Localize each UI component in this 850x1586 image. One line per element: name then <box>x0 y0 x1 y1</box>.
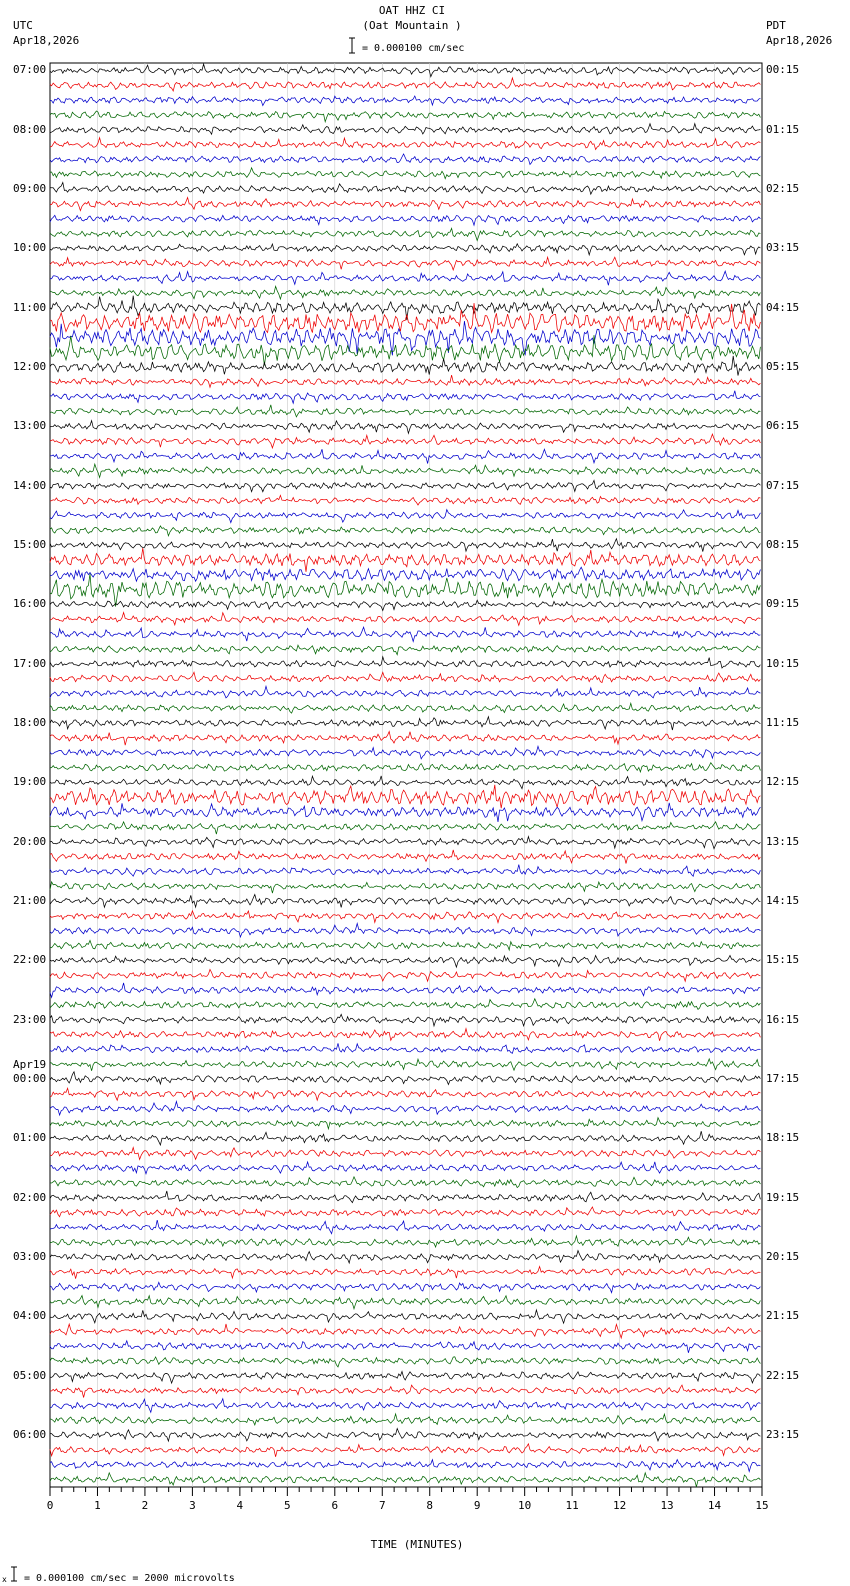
left-hour-label: 08:00 <box>13 122 47 136</box>
left-hour-label: 11:00 <box>13 300 47 314</box>
seismic-trace <box>50 686 760 698</box>
seismic-trace <box>50 154 760 165</box>
seismic-trace <box>50 375 760 387</box>
seismic-trace <box>50 822 760 834</box>
left-hour-label: 07:00 <box>13 63 47 77</box>
seismic-trace <box>50 600 760 610</box>
seismic-trace <box>50 1296 760 1309</box>
right-hour-label: 13:15 <box>766 834 800 848</box>
x-tick-label: 5 <box>284 1499 291 1512</box>
scale-text: = 0.000100 cm/sec <box>362 43 465 54</box>
right-hour-label: 18:15 <box>766 1131 800 1145</box>
left-hour-label: 12:00 <box>13 360 47 374</box>
left-hour-label: 02:00 <box>13 1190 47 1204</box>
left-hour-label: 18:00 <box>13 716 47 730</box>
right-hour-label: 06:15 <box>766 419 800 433</box>
seismic-trace <box>50 717 760 730</box>
left-hour-label: 01:00 <box>13 1131 47 1145</box>
seismic-trace <box>50 1043 760 1053</box>
seismic-trace <box>50 1102 760 1116</box>
seismic-trace <box>50 882 760 893</box>
right-hour-label: 03:15 <box>766 241 800 255</box>
left-hour-label: 22:00 <box>13 953 47 967</box>
seismic-trace <box>50 1429 760 1442</box>
right-hour-label: 11:15 <box>766 716 800 730</box>
seismic-trace <box>50 940 760 950</box>
seismic-trace <box>50 924 760 938</box>
left-hour-label: 00:00 <box>13 1072 47 1086</box>
right-hour-label: 21:15 <box>766 1309 800 1323</box>
seismic-trace <box>50 64 760 77</box>
x-tick-label: 15 <box>755 1499 769 1512</box>
seismic-trace <box>50 956 760 968</box>
seismic-trace <box>50 1460 760 1472</box>
seismic-trace <box>50 970 760 982</box>
seismic-trace <box>50 1310 760 1323</box>
x-tick-label: 11 <box>565 1499 579 1512</box>
seismic-trace <box>50 657 760 668</box>
left-hour-label: 23:00 <box>13 1012 47 1026</box>
seismic-trace <box>50 1414 760 1425</box>
seismic-trace <box>50 526 760 536</box>
seismic-trace <box>50 1444 760 1457</box>
seismic-trace <box>50 480 760 491</box>
seismic-trace <box>50 1236 760 1247</box>
seismic-trace <box>50 1267 760 1279</box>
seismic-trace <box>50 228 760 240</box>
seismic-trace <box>50 645 760 655</box>
right-timezone: PDT <box>766 19 786 32</box>
seismic-trace <box>50 1220 760 1234</box>
seismic-trace <box>50 776 760 789</box>
right-hour-label: 14:15 <box>766 894 800 908</box>
seismic-trace <box>50 785 760 808</box>
left-timezone: UTC <box>13 19 33 32</box>
left-date: Apr18,2026 <box>13 34 80 47</box>
seismic-trace <box>50 983 760 998</box>
seismic-trace <box>50 124 760 135</box>
seismic-trace <box>50 574 760 607</box>
seismic-trace <box>50 1324 760 1338</box>
left-hour-label: 13:00 <box>13 419 47 433</box>
seismic-trace <box>50 1473 760 1487</box>
right-hour-label: 07:15 <box>766 478 800 492</box>
right-date: Apr18,2026 <box>766 34 833 47</box>
right-hour-label: 09:15 <box>766 597 800 611</box>
x-axis <box>47 1487 769 1512</box>
left-hour-label: 05:00 <box>13 1368 47 1382</box>
seismic-trace <box>50 198 760 211</box>
left-date-label: Apr19 <box>13 1058 47 1072</box>
x-tick-label: 2 <box>141 1499 149 1512</box>
seismic-trace <box>50 539 760 552</box>
left-hour-label: 06:00 <box>13 1428 47 1442</box>
footer-scale-note: = 0.000100 cm/sec = 2000 microvolts <box>24 1573 235 1584</box>
right-hour-label: 23:15 <box>766 1428 800 1442</box>
seismic-trace <box>50 1162 760 1174</box>
right-hour-label: 04:15 <box>766 300 800 314</box>
seismic-trace <box>50 1385 760 1397</box>
seismic-trace <box>50 763 760 772</box>
right-hour-label: 17:15 <box>766 1072 800 1086</box>
seismic-trace <box>50 703 760 713</box>
x-tick-label: 0 <box>46 1499 54 1512</box>
seismic-trace <box>50 183 760 195</box>
right-hour-label: 10:15 <box>766 656 800 670</box>
x-axis-label: TIME (MINUTES) <box>370 1538 464 1551</box>
seismic-trace <box>50 286 760 299</box>
x-tick-label: 3 <box>189 1499 196 1512</box>
right-hour-label: 08:15 <box>766 538 800 552</box>
seismic-trace <box>50 138 760 150</box>
seismic-trace <box>50 850 760 864</box>
seismic-trace <box>50 1088 760 1100</box>
seismic-trace <box>50 1148 760 1160</box>
seismic-trace <box>50 495 760 505</box>
seismic-trace <box>50 911 760 923</box>
x-tick-label: 9 <box>473 1499 481 1512</box>
right-hour-label: 01:15 <box>766 122 800 136</box>
right-hour-label: 12:15 <box>766 775 800 789</box>
left-hour-label: 10:00 <box>13 241 47 255</box>
seismic-trace <box>50 449 760 463</box>
seismic-trace <box>50 1251 760 1263</box>
seismic-trace <box>50 1207 760 1217</box>
left-hour-label: 15:00 <box>13 538 47 552</box>
x-tick-label: 1 <box>94 1499 101 1512</box>
left-hour-label: 17:00 <box>13 656 47 670</box>
seismic-trace <box>50 1357 760 1367</box>
seismic-trace <box>50 1072 760 1085</box>
seismic-trace <box>50 999 760 1010</box>
seismic-trace <box>50 434 760 448</box>
left-hour-label: 21:00 <box>13 894 47 908</box>
x-tick-label: 8 <box>426 1499 434 1512</box>
x-tick-label: 6 <box>331 1499 339 1512</box>
seismic-trace <box>50 865 760 877</box>
right-hour-label: 15:15 <box>766 953 800 967</box>
left-hour-label: 03:00 <box>13 1250 47 1264</box>
seismic-trace <box>50 111 760 122</box>
seismic-trace <box>50 613 760 626</box>
left-hour-label: 04:00 <box>13 1309 47 1323</box>
station-title: OAT HHZ CI <box>378 4 446 17</box>
seismic-trace <box>50 356 760 376</box>
right-hour-label: 20:15 <box>766 1250 800 1264</box>
seismic-trace <box>50 732 760 746</box>
station-location: (Oat Mountain ) <box>362 19 462 32</box>
seismic-trace <box>50 96 760 106</box>
x-tick-label: 12 <box>612 1499 627 1512</box>
left-hour-label: 19:00 <box>13 775 47 789</box>
seismic-trace <box>50 548 760 572</box>
x-tick-label: 13 <box>660 1499 674 1512</box>
seismic-trace <box>50 1341 760 1353</box>
seismic-trace <box>50 837 760 849</box>
left-hour-label: 14:00 <box>13 478 47 492</box>
seismic-trace <box>50 391 760 404</box>
seismic-trace <box>50 1014 760 1026</box>
seismic-trace <box>50 215 760 225</box>
left-hour-label: 20:00 <box>13 834 47 848</box>
left-hour-label: 16:00 <box>13 597 47 611</box>
right-hour-label: 02:15 <box>766 182 800 196</box>
seismic-trace <box>50 746 760 759</box>
seismic-trace <box>50 168 760 179</box>
seismic-trace <box>50 1131 760 1145</box>
seismic-trace <box>50 1177 760 1188</box>
right-hour-label: 00:15 <box>766 63 800 77</box>
seismic-trace <box>50 1059 760 1071</box>
footer-mark: x <box>2 1575 7 1584</box>
seismic-trace <box>50 405 760 417</box>
x-tick-label: 4 <box>236 1499 244 1512</box>
seismic-trace <box>50 567 760 581</box>
right-hour-label: 19:15 <box>766 1190 800 1204</box>
seismic-trace <box>50 1191 760 1203</box>
footer-scale-icon <box>11 1567 17 1581</box>
seismic-trace <box>50 464 760 477</box>
seismic-trace <box>50 627 760 641</box>
seismic-trace <box>50 1029 760 1041</box>
seismic-trace <box>50 510 760 523</box>
right-hour-label: 22:15 <box>766 1368 800 1382</box>
x-tick-label: 14 <box>707 1499 722 1512</box>
seismic-trace <box>50 1118 760 1129</box>
right-hour-label: 05:15 <box>766 360 800 374</box>
seismic-trace <box>50 1282 760 1292</box>
seismic-trace <box>50 421 760 434</box>
right-hour-label: 16:15 <box>766 1012 800 1026</box>
seismic-trace <box>50 895 760 908</box>
seismic-trace <box>50 803 760 822</box>
seismic-trace <box>50 244 760 255</box>
seismic-trace <box>50 1399 760 1413</box>
x-tick-label: 7 <box>378 1499 386 1512</box>
trace-group <box>50 64 760 1487</box>
scale-bar-icon <box>349 38 355 53</box>
seismic-trace <box>50 1372 760 1384</box>
seismic-trace <box>50 672 760 682</box>
x-tick-label: 10 <box>518 1499 532 1512</box>
seismic-trace <box>50 271 760 285</box>
left-hour-label: 09:00 <box>13 182 47 196</box>
seismic-trace <box>50 78 760 91</box>
seismic-trace <box>50 257 760 270</box>
